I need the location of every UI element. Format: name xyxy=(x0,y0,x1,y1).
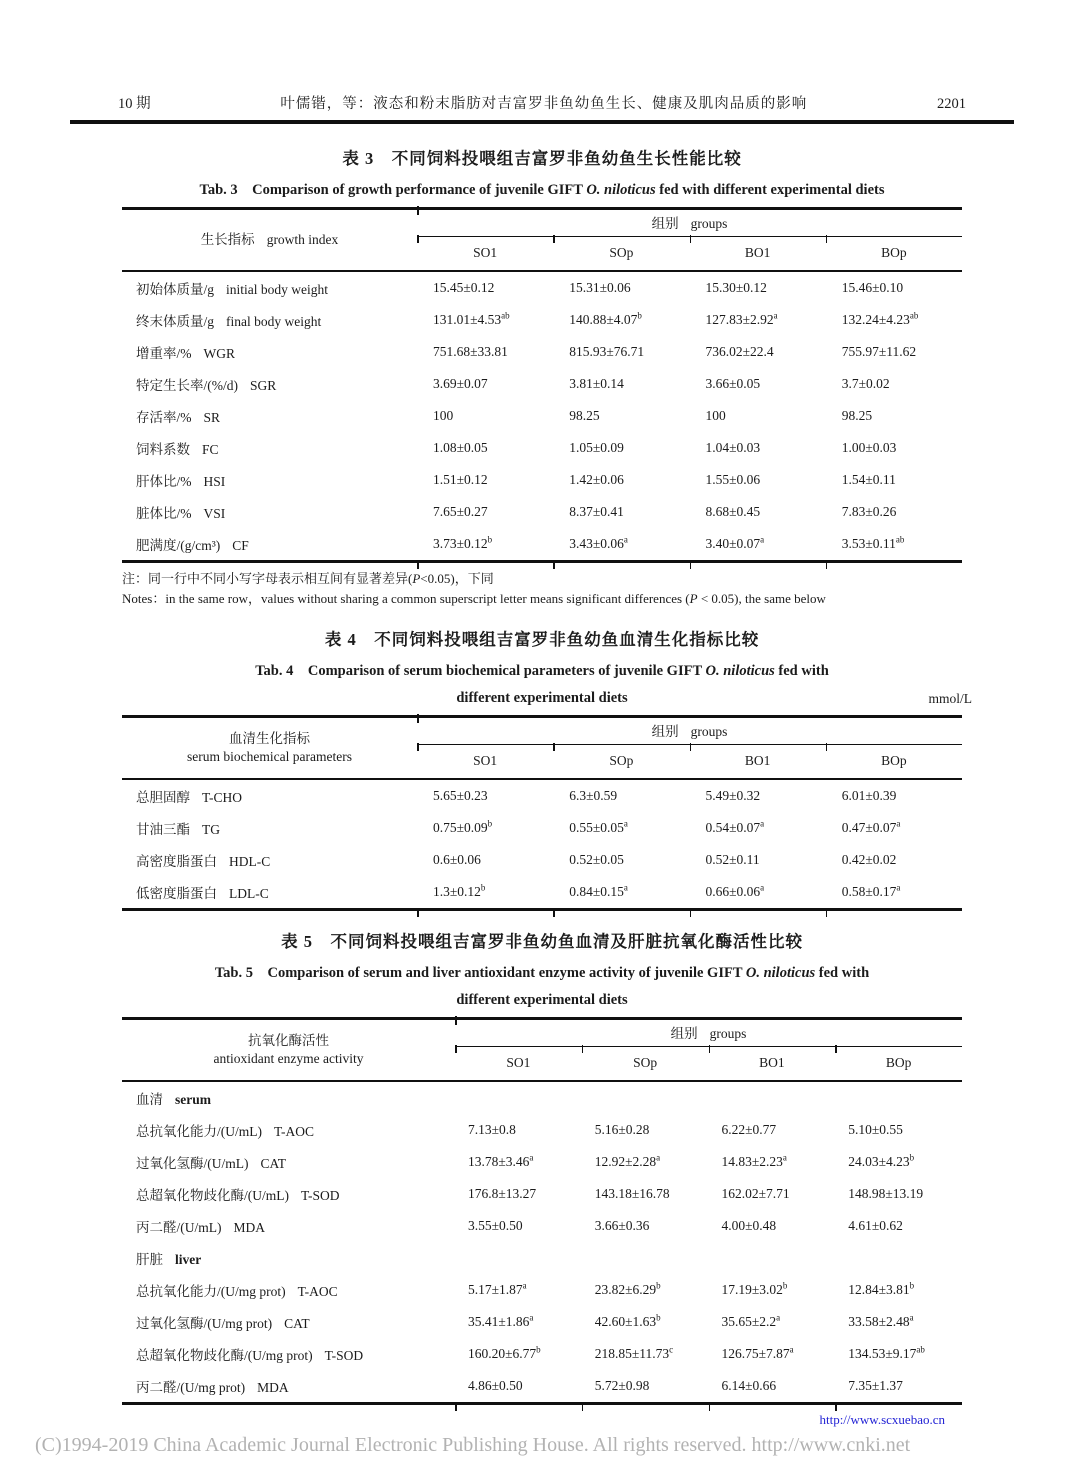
table-cell: 8.68±0.45 xyxy=(705,503,761,519)
table4-title-en-line2 xyxy=(122,689,972,707)
table-cell: 751.68±33.81 xyxy=(433,343,508,359)
table3-growth-performance xyxy=(122,207,962,563)
title-line2-text: different experimental diets xyxy=(456,991,628,1008)
row-label: 丙二醛/(U/mL) MDA xyxy=(136,1219,266,1235)
table-cell: 736.02±22.4 xyxy=(705,343,774,359)
row-label: 低密度脂蛋白 LDL-C xyxy=(136,885,269,901)
table5-header xyxy=(122,1017,962,1082)
table-cell: 35.41±1.86$^a$ xyxy=(468,1312,534,1329)
table-cell: 5.17±1.87$^a$ xyxy=(468,1280,527,1297)
column-divider-tick xyxy=(709,1045,711,1053)
journal-site-link-line xyxy=(122,1412,962,1428)
table-cell: 4.86±0.50 xyxy=(468,1377,523,1393)
table5-stub-header xyxy=(122,1020,455,1080)
stub-label-en: growth index xyxy=(266,231,339,247)
table-row xyxy=(122,496,962,528)
table-cell: 176.8±13.27 xyxy=(468,1185,537,1201)
row-label: 存活率/% SR xyxy=(136,409,221,425)
column-header-bo1: BO1 xyxy=(759,1055,785,1070)
column-divider-tick xyxy=(455,1405,457,1411)
column-divider-tick xyxy=(690,235,692,243)
table-cell: 35.65±2.2$^a$ xyxy=(721,1312,781,1329)
table-cell: 1.08±0.05 xyxy=(433,439,488,455)
column-divider-tick xyxy=(417,743,419,751)
table-cell: 6.01±0.39 xyxy=(841,787,897,803)
table3-title-en: Tab. 3 Comparison of growth performance of juvenile GIFT O. niloticus fed with different experimental diets xyxy=(199,181,885,198)
row-label: 终末体质量/g final body weight xyxy=(136,313,322,329)
table-cell: 12.84±3.81$^b$ xyxy=(848,1280,915,1297)
table-row xyxy=(122,336,962,368)
table-cell: 126.75±7.87$^a$ xyxy=(721,1344,794,1361)
table-cell: 4.61±0.62 xyxy=(848,1217,903,1233)
table-cell: 1.54±0.11 xyxy=(841,471,896,487)
table-row xyxy=(122,1114,962,1146)
table-row xyxy=(122,432,962,464)
row-label: 增重率/% WGR xyxy=(136,345,235,361)
table-cell: 5.16±0.28 xyxy=(594,1121,650,1137)
table5-title-en-line1: Tab. 5 Comparison of serum and liver antioxidant enzyme activity of juvenile GIFT O. niloticus fed with xyxy=(214,964,870,981)
column-divider-tick xyxy=(709,1405,711,1411)
table-cell: 1.55±0.06 xyxy=(705,471,761,487)
column-divider-tick xyxy=(553,235,555,243)
table-cell: 7.35±1.37 xyxy=(848,1377,903,1393)
column-divider-tick xyxy=(835,1405,837,1411)
column-divider-tick xyxy=(690,743,692,751)
column-header-so1: SO1 xyxy=(473,245,498,260)
table-cell: 33.58±2.48$^a$ xyxy=(848,1312,914,1329)
table-cell: 218.85±11.73$^c$ xyxy=(594,1344,674,1361)
note-line-zh: 注：同一行中不同小写字母表示相互间有显著差异(P<0.05)，下同 xyxy=(122,570,494,586)
table4-header xyxy=(122,715,962,780)
column-divider-tick xyxy=(417,206,419,215)
table-cell: 6.14±0.66 xyxy=(721,1377,777,1393)
column-header-so1: SO1 xyxy=(506,1055,531,1070)
table-cell: 1.00±0.03 xyxy=(841,439,897,455)
groups-label-zh: 组别 xyxy=(651,215,679,231)
table-cell: 5.10±0.55 xyxy=(848,1121,903,1137)
unit-label: mmol/L xyxy=(928,690,972,706)
table-row xyxy=(122,528,962,560)
table-row xyxy=(122,780,962,812)
groups-label-en: groups xyxy=(709,1025,747,1041)
table-cell: 7.13±0.8 xyxy=(468,1121,516,1137)
table-cell: 0.58±0.17$^a$ xyxy=(841,882,901,899)
table-row xyxy=(122,1210,962,1242)
running-head xyxy=(70,92,1014,113)
table-cell: 132.24±4.23$^{ab}$ xyxy=(841,310,919,327)
table-row xyxy=(122,1178,962,1210)
column-header-bop: BOp xyxy=(881,245,907,260)
column-divider-tick xyxy=(826,743,828,751)
column-header-bop: BOp xyxy=(885,1055,912,1070)
table-section-row xyxy=(122,1242,962,1274)
row-label: 饲料系数 FC xyxy=(136,441,219,457)
row-label: 初始体质量/g initial body weight xyxy=(136,281,329,297)
table-cell: 0.6±0.06 xyxy=(433,851,481,867)
issue-number: 10 期 xyxy=(118,96,151,112)
table-row xyxy=(122,400,962,432)
table-row xyxy=(122,876,962,908)
table-cell: 5.65±0.23 xyxy=(433,787,488,803)
table-row xyxy=(122,1338,962,1370)
column-divider-tick xyxy=(455,1016,457,1025)
table4-serum-biochemical xyxy=(122,715,962,911)
table-cell: 7.65±0.27 xyxy=(433,503,488,519)
groups-label-en: groups xyxy=(690,215,728,231)
row-label: 甘油三酯 TG xyxy=(136,821,220,837)
table5-antioxidant-enzyme xyxy=(122,1017,962,1405)
column-divider-tick xyxy=(835,1045,837,1053)
stub-label-zh: 血清生化指标 xyxy=(229,730,310,746)
table-cell: 3.53±0.11$^{ab}$ xyxy=(841,534,905,551)
column-divider-tick xyxy=(826,563,828,569)
row-label: 血清 serum xyxy=(136,1091,211,1107)
table5-title-zh: 表 5 不同饲料投喂组吉富罗非鱼幼鱼血清及肝脏抗氧化酶活性比较 xyxy=(281,931,803,951)
table-cell: 24.03±4.23$^b$ xyxy=(848,1152,915,1169)
table-cell: 100 xyxy=(705,407,726,423)
row-label: 过氧化氢酶/(U/mL) CAT xyxy=(136,1155,287,1171)
table-cell: 12.92±2.28$^a$ xyxy=(594,1152,661,1169)
table-row xyxy=(122,1146,962,1178)
table-row xyxy=(122,844,962,876)
column-header-so1: SO1 xyxy=(473,753,498,768)
table3-body xyxy=(122,272,962,563)
row-label: 特定生长率/(%/d) SGR xyxy=(136,377,277,393)
column-divider-tick xyxy=(582,1045,584,1053)
groups-label xyxy=(417,718,962,745)
table-cell: 162.02±7.71 xyxy=(721,1185,790,1201)
column-header-sop: SOp xyxy=(633,1055,658,1070)
table-cell: 6.3±0.59 xyxy=(569,787,618,803)
table-cell: 15.45±0.12 xyxy=(433,279,495,295)
groups-label xyxy=(455,1020,962,1047)
table-row xyxy=(122,812,962,844)
table-cell: 140.88±4.07$^b$ xyxy=(569,310,642,327)
row-label: 肝脏 liver xyxy=(136,1251,202,1267)
column-divider-tick xyxy=(826,911,828,917)
stub-label-zh: 抗氧化酶活性 xyxy=(248,1032,329,1048)
row-label: 脏体比/% VSI xyxy=(136,505,226,521)
row-label: 总超氧化物歧化酶/(U/mL) T-SOD xyxy=(136,1187,340,1203)
table-row xyxy=(122,464,962,496)
column-divider-tick xyxy=(553,743,555,751)
table4-body xyxy=(122,780,962,911)
table-cell: 0.54±0.07$^a$ xyxy=(705,818,765,835)
column-divider-tick xyxy=(690,563,692,569)
table-cell: 3.66±0.05 xyxy=(705,375,761,391)
copyright-text: (C)1994-2019 China Academic Journal Electronic Publishing House. All rights reserved. http://www.cnki.net xyxy=(35,1433,911,1456)
header-rule xyxy=(70,120,1014,124)
table-cell: 7.83±0.26 xyxy=(841,503,897,519)
table-cell: 134.53±9.17$^{ab}$ xyxy=(848,1344,925,1361)
stub-label-en: antioxidant enzyme activity xyxy=(213,1050,364,1066)
groups-label-zh: 组别 xyxy=(651,723,679,739)
table-cell: 3.43±0.06$^a$ xyxy=(569,534,628,551)
table3-title-zh: 表 3 不同饲料投喂组吉富罗非鱼幼鱼生长性能比较 xyxy=(342,148,742,168)
table-cell: 1.3±0.12$^b$ xyxy=(433,882,486,899)
table-cell: 3.40±0.07$^a$ xyxy=(705,534,765,551)
page-number: 2201 xyxy=(937,96,966,112)
page-content xyxy=(122,145,972,1428)
table-cell: 17.19±3.02$^b$ xyxy=(721,1280,788,1297)
table-cell: 3.69±0.07 xyxy=(433,375,488,391)
table-cell: 3.7±0.02 xyxy=(841,375,890,391)
column-divider-tick xyxy=(826,235,828,243)
table-cell: 0.52±0.05 xyxy=(569,851,624,867)
table-cell: 13.78±3.46$^a$ xyxy=(468,1152,534,1169)
table-cell: 127.83±2.92$^a$ xyxy=(705,310,778,327)
table-cell: 148.98±13.19 xyxy=(848,1185,924,1201)
table-cell: 1.51±0.12 xyxy=(433,471,488,487)
groups-label-zh: 组别 xyxy=(670,1025,698,1041)
note-line-en: Notes：in the same row，values without sharing a common superscript letter means significant differences (P < 0.05), the same below xyxy=(122,590,826,606)
table-cell: 23.82±6.29$^b$ xyxy=(594,1280,661,1297)
table-cell: 143.18±16.78 xyxy=(594,1185,670,1201)
table3-stub-header xyxy=(122,210,417,270)
table5-body xyxy=(122,1082,962,1405)
table-cell: 0.75±0.09$^b$ xyxy=(433,818,493,835)
row-label: 肥满度/(g/cm³) CF xyxy=(136,537,249,553)
column-divider-tick xyxy=(417,563,419,569)
table-cell: 0.55±0.05$^a$ xyxy=(569,818,628,835)
table-cell: 98.25 xyxy=(841,407,873,423)
table3-header xyxy=(122,207,962,272)
table4-stub-header xyxy=(122,718,417,778)
row-label: 总抗氧化能力/(U/mL) T-AOC xyxy=(136,1123,315,1139)
stub-label-zh: 生长指标 xyxy=(200,231,255,247)
column-divider-tick xyxy=(417,911,419,917)
table-cell: 0.47±0.07$^a$ xyxy=(841,818,901,835)
table-cell: 131.01±4.53$^{ab}$ xyxy=(433,310,510,327)
table-cell: 3.81±0.14 xyxy=(569,375,624,391)
table4-title-en-line1: Tab. 4 Comparison of serum biochemical parameters of juvenile GIFT O. niloticus fed with xyxy=(255,662,829,679)
table-cell: 1.42±0.06 xyxy=(569,471,624,487)
table-row xyxy=(122,304,962,336)
row-label: 丙二醛/(U/mg prot) MDA xyxy=(136,1379,289,1395)
table-cell: 4.00±0.48 xyxy=(721,1217,777,1233)
table-cell: 160.20±6.77$^b$ xyxy=(468,1344,541,1361)
row-label: 过氧化氢酶/(U/mg prot) CAT xyxy=(136,1315,310,1331)
scxuebao-link[interactable]: http://www.scxuebao.cn xyxy=(819,1411,945,1427)
table-cell: 98.25 xyxy=(569,407,600,423)
table-cell: 815.93±76.71 xyxy=(569,343,645,359)
column-header-bop: BOp xyxy=(881,753,907,768)
table-cell: 8.37±0.41 xyxy=(569,503,624,519)
table-cell: 100 xyxy=(433,407,454,423)
column-divider-tick xyxy=(417,714,419,723)
table-cell: 3.66±0.36 xyxy=(594,1217,650,1233)
table-cell: 3.73±0.12$^b$ xyxy=(433,534,493,551)
table-row xyxy=(122,272,962,304)
table-cell: 15.30±0.12 xyxy=(705,279,767,295)
table-row xyxy=(122,368,962,400)
stub-label-en: serum biochemical parameters xyxy=(187,748,352,764)
column-divider-tick xyxy=(553,911,555,917)
table-cell: 0.66±0.06$^a$ xyxy=(705,882,765,899)
column-header-sop: SOp xyxy=(609,245,634,260)
table-cell: 755.97±11.62 xyxy=(841,343,917,359)
table-cell: 3.55±0.50 xyxy=(468,1217,523,1233)
table4-title-zh: 表 4 不同饲料投喂组吉富罗非鱼幼鱼血清生化指标比较 xyxy=(324,629,760,649)
row-label: 总超氧化物歧化酶/(U/mg prot) T-SOD xyxy=(136,1347,364,1363)
table5-title-en-line2 xyxy=(122,992,962,1009)
table-cell: 0.52±0.11 xyxy=(705,851,760,867)
table-cell: 42.60±1.63$^b$ xyxy=(594,1312,661,1329)
running-title: 叶儒锴，等：液态和粉末脂肪对吉富罗非鱼幼鱼生长、健康及肌肉品质的影响 xyxy=(280,96,808,112)
table-row xyxy=(122,1370,962,1402)
table-cell: 15.46±0.10 xyxy=(841,279,904,295)
title-line2-text: different experimental diets xyxy=(456,689,628,706)
table-cell: 0.42±0.02 xyxy=(841,851,897,867)
table-cell: 1.05±0.09 xyxy=(569,439,624,455)
table-row xyxy=(122,1274,962,1306)
table-cell: 15.31±0.06 xyxy=(569,279,631,295)
column-divider-tick xyxy=(455,1045,457,1053)
column-header-bo1: BO1 xyxy=(744,245,771,260)
column-header-bo1: BO1 xyxy=(744,753,771,768)
column-divider-tick xyxy=(417,235,419,243)
table-section-row xyxy=(122,1082,962,1114)
column-divider-tick xyxy=(582,1405,584,1411)
table-cell: 1.04±0.03 xyxy=(705,439,761,455)
row-label: 高密度脂蛋白 HDL-C xyxy=(136,853,271,869)
groups-label xyxy=(417,210,962,237)
table-cell: 14.83±2.23$^a$ xyxy=(721,1152,787,1169)
table-notes xyxy=(122,569,962,609)
column-header-sop: SOp xyxy=(609,753,634,768)
column-divider-tick xyxy=(553,563,555,569)
column-divider-tick xyxy=(690,911,692,917)
table-row xyxy=(122,1306,962,1338)
row-label: 总抗氧化能力/(U/mg prot) T-AOC xyxy=(136,1283,338,1299)
table-cell: 0.84±0.15$^a$ xyxy=(569,882,628,899)
groups-label-en: groups xyxy=(690,723,728,739)
row-label: 肝体比/% HSI xyxy=(136,473,226,489)
row-label: 总胆固醇 T-CHO xyxy=(136,789,243,805)
table-cell: 5.49±0.32 xyxy=(705,787,761,803)
table-cell: 5.72±0.98 xyxy=(594,1377,650,1393)
table-cell: 6.22±0.77 xyxy=(721,1121,777,1137)
